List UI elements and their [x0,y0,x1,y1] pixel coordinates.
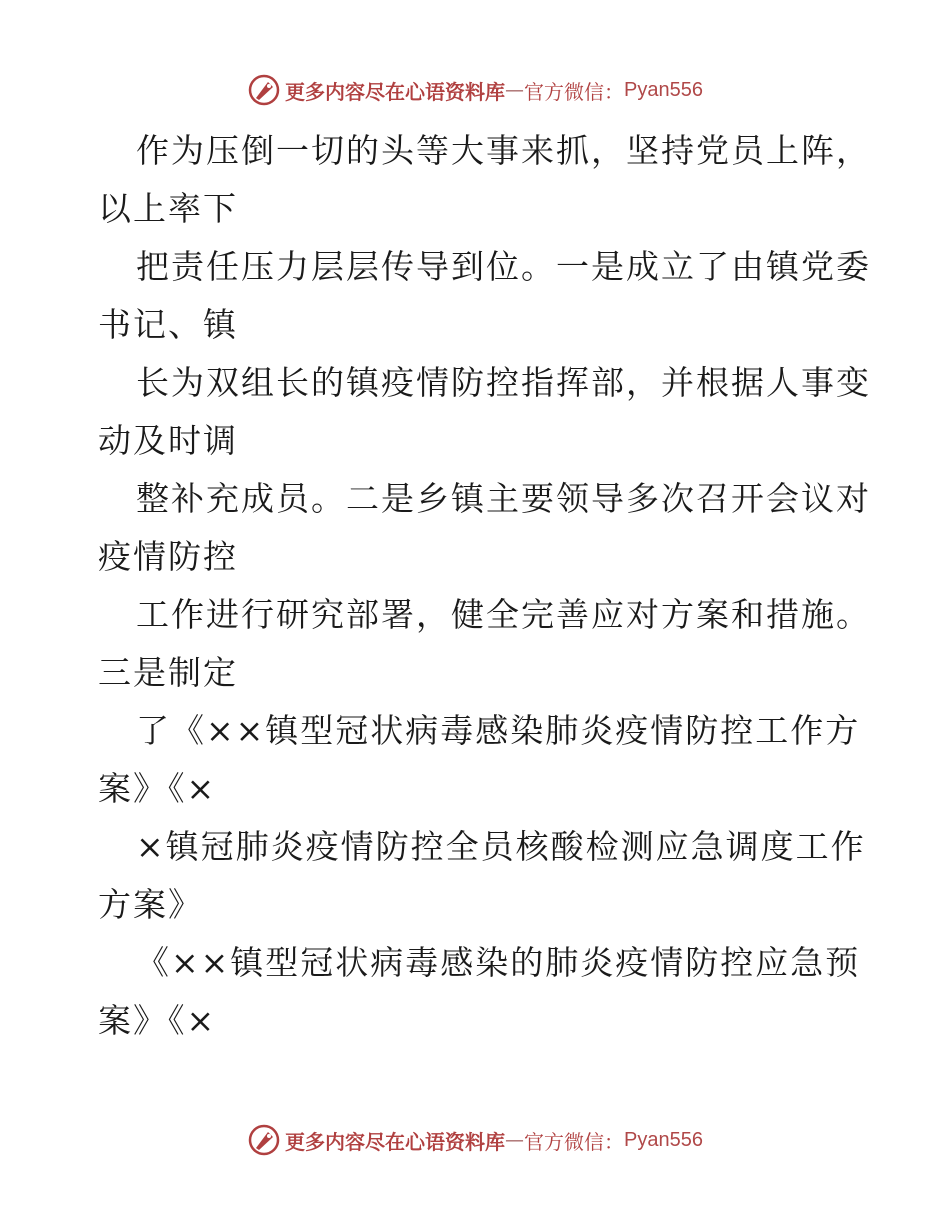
paragraph-line: 《××镇型冠状病毒感染的肺炎疫情防控应急预 [136,943,861,982]
paragraph-line: 工作进行研究部署，健全完善应对方案和措施。 [136,595,871,634]
paragraph-5 [98,586,871,702]
watermark-main-text: 更多内容尽在心语资料库 [285,79,506,104]
paragraph-line-continued: 动及时调 [98,421,238,460]
watermark-main-text: 更多内容尽在心语资料库 [285,1129,506,1154]
paragraph-8 [98,934,861,1050]
pen-nib-logo-icon [247,73,281,107]
watermark-separator: — [505,79,525,101]
paragraph-line: 把责任压力层层传导到位。一是成立了由镇党委 [136,247,871,286]
paragraph-line: ×镇冠肺炎疫情防控全员核酸检测应急调度工作 [136,827,866,866]
watermark-separator: — [505,1129,525,1151]
header-watermark [0,70,950,110]
document-body [98,122,871,1050]
paragraph-line: 了《××镇型冠状病毒感染肺炎疫情防控工作方 [136,711,861,750]
paragraph-4 [98,470,871,586]
paragraph-line-continued: 以上率下 [98,189,238,228]
paragraph-line-continued: 三是制定 [98,653,238,692]
paragraph-line: 长为双组长的镇疫情防控指挥部，并根据人事变 [136,363,871,402]
paragraph-1 [98,122,871,238]
paragraph-line-continued: 案》《× [98,769,217,808]
pen-nib-logo-icon [247,1123,281,1157]
paragraph-line: 作为压倒一切的头等大事来抓，坚持党员上阵， [136,131,871,170]
footer-watermark [0,1120,950,1160]
paragraph-line-continued: 书记、镇 [98,305,238,344]
paragraph-line-continued: 案》《× [98,1001,217,1040]
paragraph-3 [98,354,871,470]
watermark-wechat-id: Pyan556 [624,1128,703,1151]
paragraph-2 [98,238,871,354]
watermark-wechat-id: Pyan556 [624,78,703,101]
paragraph-line-continued: 疫情防控 [98,537,238,576]
paragraph-line: 整补充成员。二是乡镇主要领导多次召开会议对 [136,479,871,518]
watermark-contact-text: 官方微信： [524,79,625,104]
watermark-contact-text: 官方微信： [524,1129,625,1154]
paragraph-6 [98,702,861,818]
paragraph-7 [98,818,866,934]
paragraph-line-continued: 方案》 [98,885,203,924]
